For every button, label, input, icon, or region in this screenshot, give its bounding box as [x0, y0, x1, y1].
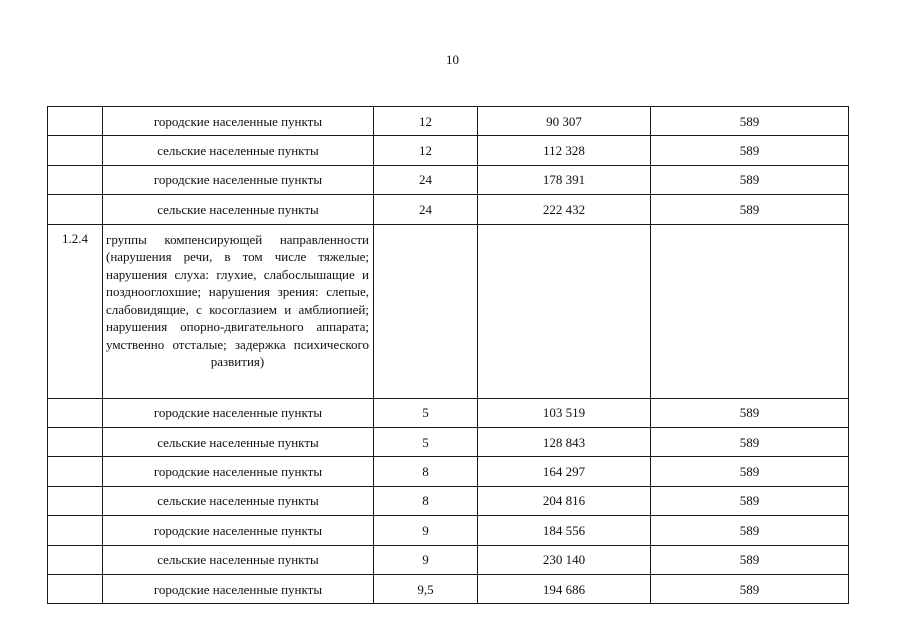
row-value-3-cell: 589	[651, 427, 849, 456]
table-row	[48, 574, 849, 603]
row-value-2-cell: 204 816	[478, 486, 651, 515]
row-number-cell	[48, 486, 103, 515]
row-name-cell: сельские населенные пункты	[103, 486, 374, 515]
table-row	[48, 427, 849, 456]
row-value-1-cell: 9	[374, 516, 478, 545]
row-value-2-cell	[478, 224, 651, 398]
row-value-3-cell	[651, 224, 849, 398]
table-row	[48, 107, 849, 136]
row-name-cell: городские населенные пункты	[103, 107, 374, 136]
row-value-1-cell: 5	[374, 398, 478, 427]
row-value-3-cell: 589	[651, 486, 849, 515]
table-row	[48, 457, 849, 486]
row-value-3-cell: 589	[651, 398, 849, 427]
row-value-1-cell: 12	[374, 107, 478, 136]
row-number-cell	[48, 427, 103, 456]
row-value-3-cell: 589	[651, 516, 849, 545]
row-number-cell	[48, 545, 103, 574]
row-value-2-cell: 112 328	[478, 136, 651, 165]
row-value-2-cell: 90 307	[478, 107, 651, 136]
row-name-cell: сельские населенные пункты	[103, 427, 374, 456]
row-name-cell: городские населенные пункты	[103, 165, 374, 194]
row-value-2-cell: 103 519	[478, 398, 651, 427]
row-value-1-cell: 8	[374, 486, 478, 515]
row-value-2-cell: 164 297	[478, 457, 651, 486]
row-name-cell: группы компенсирующей направленности (нарушения речи, в том числе тяжелые; нарушения слуха: глухие, слабослышащие и позднооглохшие; нарушения зрения: слепые, слабовидящие, с косоглазием и амблиопией; нарушения опорно-двигательного аппарата; умственно отсталые; задержка психического развития)	[103, 224, 374, 398]
table-row	[48, 545, 849, 574]
row-name-cell: сельские населенные пункты	[103, 195, 374, 224]
table-row	[48, 136, 849, 165]
row-value-3-cell: 589	[651, 545, 849, 574]
table-row	[48, 165, 849, 194]
row-number-cell	[48, 136, 103, 165]
row-value-3-cell: 589	[651, 574, 849, 603]
row-value-3-cell: 589	[651, 107, 849, 136]
row-value-3-cell: 589	[651, 136, 849, 165]
row-value-1-cell: 9,5	[374, 574, 478, 603]
row-name-cell: городские населенные пункты	[103, 516, 374, 545]
row-value-2-cell: 128 843	[478, 427, 651, 456]
table-row	[48, 516, 849, 545]
row-value-3-cell: 589	[651, 457, 849, 486]
row-value-2-cell: 222 432	[478, 195, 651, 224]
row-value-1-cell: 12	[374, 136, 478, 165]
table-row	[48, 398, 849, 427]
row-name-cell: городские населенные пункты	[103, 457, 374, 486]
row-number-cell	[48, 107, 103, 136]
table-row-section-header	[48, 224, 849, 398]
table-row	[48, 195, 849, 224]
row-name-cell: городские населенные пункты	[103, 398, 374, 427]
row-number-cell	[48, 574, 103, 603]
row-name-cell: сельские населенные пункты	[103, 136, 374, 165]
row-number-cell	[48, 195, 103, 224]
row-value-3-cell: 589	[651, 165, 849, 194]
row-value-2-cell: 184 556	[478, 516, 651, 545]
row-number-cell	[48, 398, 103, 427]
row-value-1-cell: 9	[374, 545, 478, 574]
row-number-cell: 1.2.4	[48, 224, 103, 398]
row-number-cell	[48, 457, 103, 486]
row-value-1-cell: 5	[374, 427, 478, 456]
row-number-cell	[48, 516, 103, 545]
row-number-cell	[48, 165, 103, 194]
row-value-1-cell: 24	[374, 165, 478, 194]
row-value-1-cell: 8	[374, 457, 478, 486]
row-value-1-cell	[374, 224, 478, 398]
row-value-2-cell: 230 140	[478, 545, 651, 574]
row-name-cell: городские населенные пункты	[103, 574, 374, 603]
row-name-cell: сельские населенные пункты	[103, 545, 374, 574]
row-value-2-cell: 178 391	[478, 165, 651, 194]
row-value-2-cell: 194 686	[478, 574, 651, 603]
row-value-3-cell: 589	[651, 195, 849, 224]
row-value-1-cell: 24	[374, 195, 478, 224]
data-table	[47, 106, 849, 604]
page-number: 10	[446, 52, 459, 67]
table-row	[48, 486, 849, 515]
